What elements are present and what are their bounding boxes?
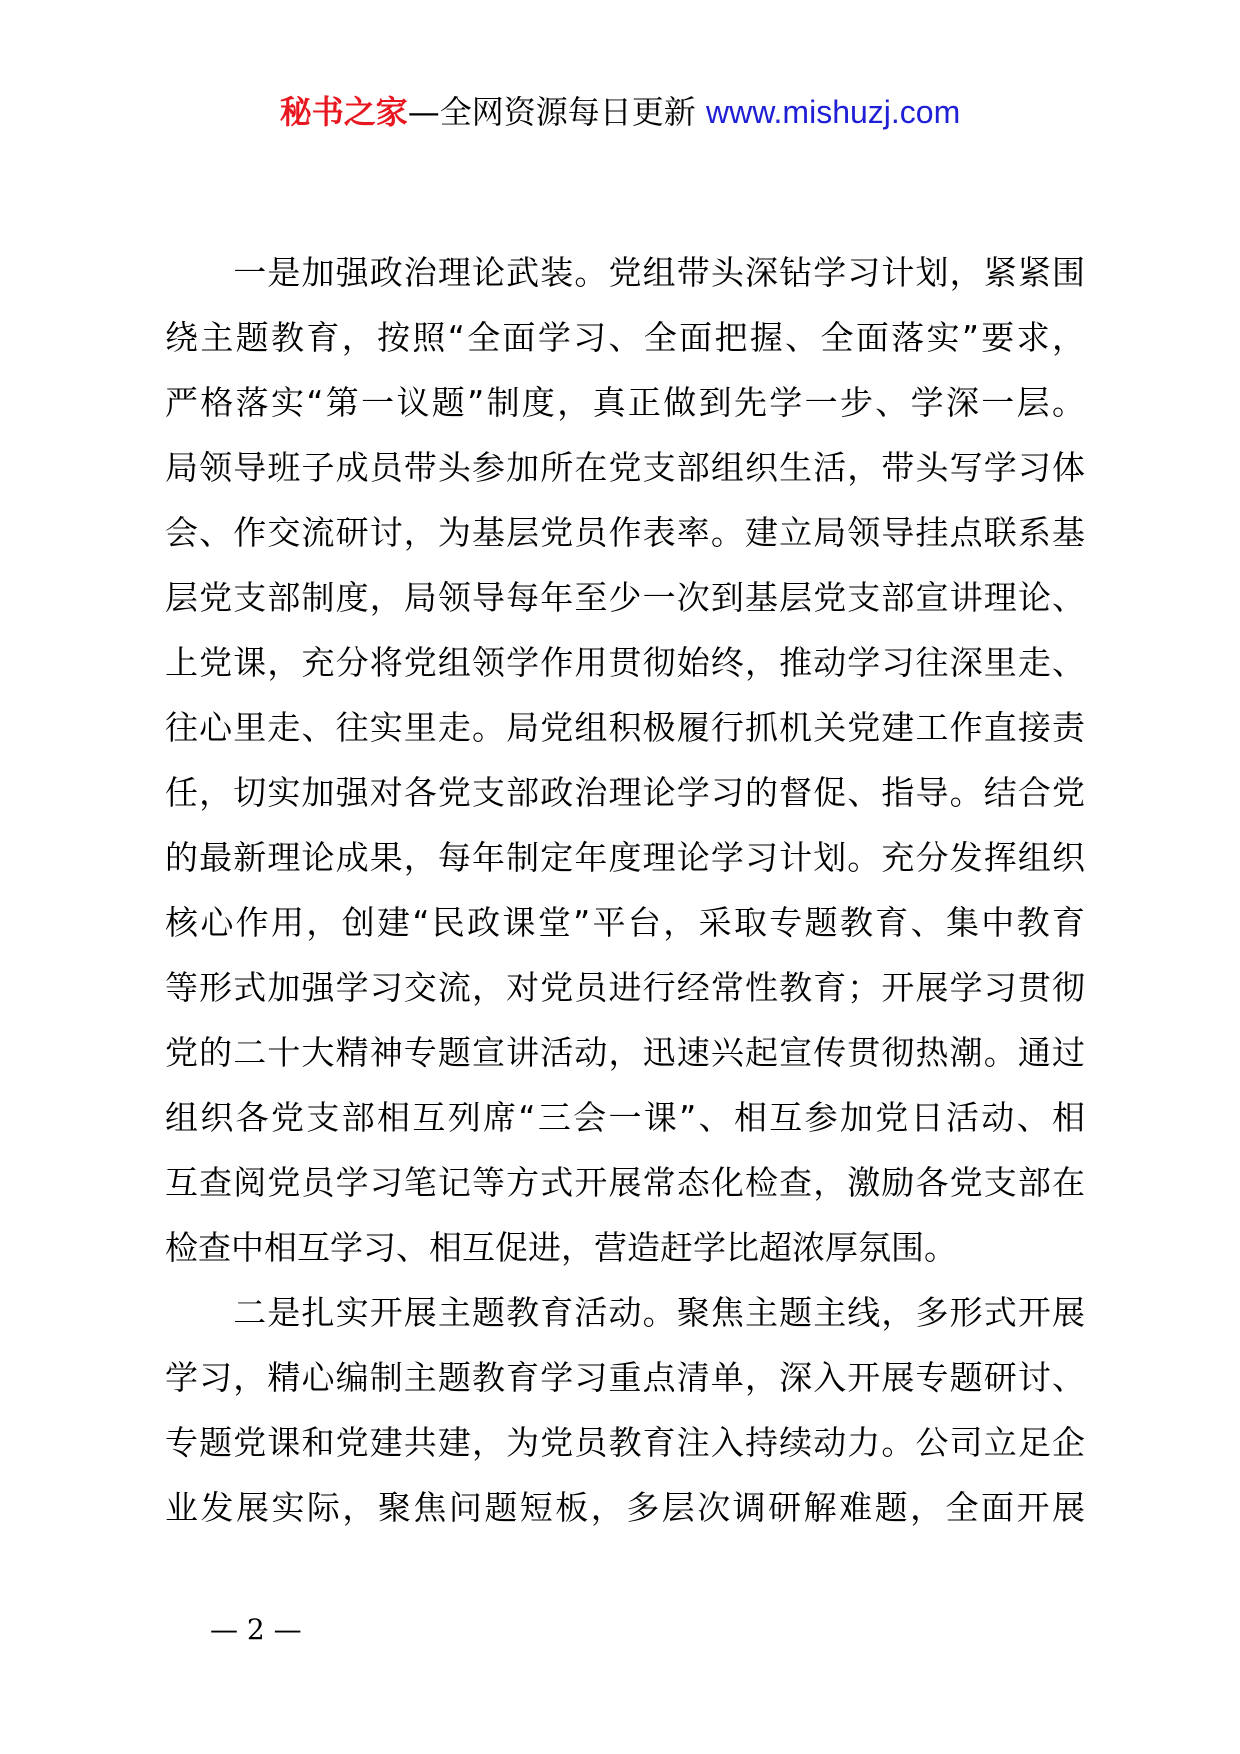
text-line: 往心里走、往实里走。局党组积极履行抓机关党建工作直接责: [165, 708, 1085, 747]
site-brand: 秘书之家: [279, 93, 408, 131]
text-line: 上党课，充分将党组领学作用贯彻始终，推动学习往深里走、: [165, 643, 1085, 682]
text-line: 的最新理论成果，每年制定年度理论学习计划。充分发挥组织: [165, 838, 1085, 877]
text-line: 专题党课和党建共建，为党员教育注入持续动力。公司立足企: [165, 1423, 1085, 1462]
page-number: — 2 —: [210, 1613, 302, 1646]
text-line: 局领导班子成员带头参加所在党支部组织生活，带头写学习体: [165, 448, 1085, 487]
document-body: [165, 240, 1085, 1540]
text-line: 组织各党支部相互列席“三会一课”、相互参加党日活动、相: [165, 1098, 1085, 1137]
text-line: 二是扎实开展主题教育活动。聚焦主题主线，多形式开展: [165, 1293, 1085, 1332]
text-line: 会、作交流研讨，为基层党员作表率。建立局领导挂点联系基: [165, 513, 1085, 552]
site-header: [0, 92, 1240, 132]
text-line: 核心作用，创建“民政课堂”平台，采取专题教育、集中教育: [165, 903, 1085, 942]
text-line: 一是加强政治理论武装。党组带头深钻学习计划，紧紧围: [165, 253, 1085, 292]
text-line: 检查中相互学习、相互促进，营造赶学比超浓厚氛围。: [165, 1228, 957, 1267]
text-line: 严格落实“第一议题”制度，真正做到先学一步、学深一层。: [165, 383, 1085, 422]
site-url-link[interactable]: www.mishuzj.com: [705, 94, 961, 130]
text-line: 等形式加强学习交流，对党员进行经常性教育；开展学习贯彻: [165, 968, 1085, 1007]
site-tagline: —全网资源每日更新: [407, 93, 706, 131]
text-line: 互查阅党员学习笔记等方式开展常态化检查，激励各党支部在: [165, 1163, 1085, 1202]
text-line: 层党支部制度，局领导每年至少一次到基层党支部宣讲理论、: [165, 578, 1085, 617]
text-line: 业发展实际，聚焦问题短板，多层次调研解难题，全面开展: [165, 1488, 1085, 1527]
text-line: 绕主题教育，按照“全面学习、全面把握、全面落实”要求，: [165, 318, 1085, 357]
text-line: 任，切实加强对各党支部政治理论学习的督促、指导。结合党: [165, 773, 1085, 812]
text-line: 学习，精心编制主题教育学习重点清单，深入开展专题研讨、: [165, 1358, 1085, 1397]
text-line: 党的二十大精神专题宣讲活动，迅速兴起宣传贯彻热潮。通过: [165, 1033, 1085, 1072]
